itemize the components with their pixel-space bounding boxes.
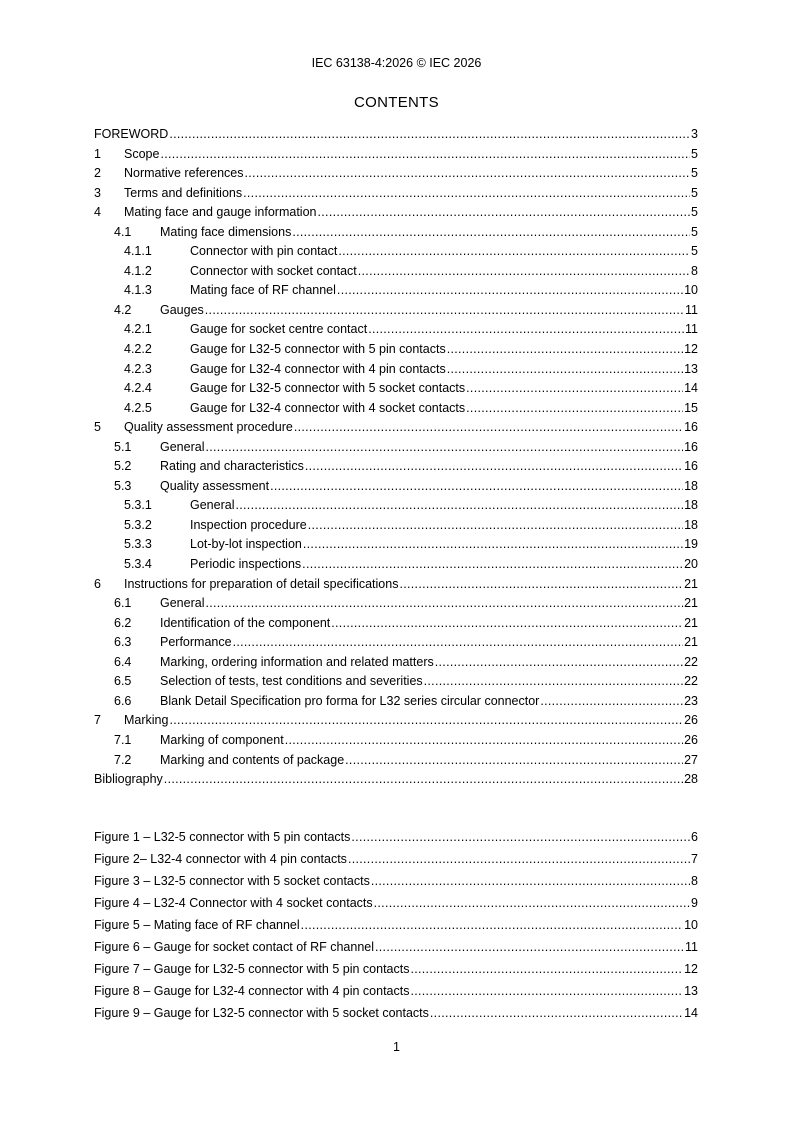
toc-entry-page: 11 [685, 322, 698, 337]
toc-entry-label: Figure 8 – Gauge for L32-4 connector with 4 pin contacts [94, 984, 410, 998]
toc-entry-label: Terms and definitions [124, 185, 243, 200]
toc-entry-number: 6.5 [114, 674, 132, 689]
toc-entry-number: 7 [94, 713, 101, 728]
toc-entry-label: Lot-by-lot inspection [190, 537, 302, 552]
toc-entry[interactable] [94, 164, 698, 184]
toc-entry-number: 4.1.2 [124, 263, 152, 278]
dot-leader [435, 653, 683, 673]
page-number: 1 [393, 1040, 400, 1054]
toc-entry-label: Instructions for preparation of detail specifications [124, 576, 399, 591]
toc-entry-number: 6.1 [114, 596, 132, 611]
toc-entry[interactable] [94, 418, 698, 438]
toc-entry[interactable] [94, 399, 698, 419]
dot-leader [337, 281, 683, 301]
toc-entry-page: 28 [684, 772, 698, 787]
toc-entry-label: Inspection procedure [190, 517, 307, 532]
figure-entry[interactable] [94, 936, 698, 958]
toc-entry-number: 5.3.2 [124, 517, 152, 532]
toc-entry-number: 4.2.2 [124, 342, 152, 357]
toc-entry-number: 7.2 [114, 752, 132, 767]
toc-entry-label: Figure 4 – L32-4 Connector with 4 socket contacts [94, 896, 373, 910]
toc-entry-number: 4.2.4 [124, 381, 152, 396]
toc-entry-label: Gauge for L32-5 connector with 5 socket contacts [190, 381, 466, 396]
toc-entry-page: 26 [684, 713, 698, 728]
toc-entry-page: 14 [684, 1006, 698, 1020]
toc-entry-page: 15 [684, 400, 698, 415]
dot-leader [285, 731, 683, 751]
dot-leader [164, 770, 683, 790]
toc-entry-label: Blank Detail Specification pro forma for L32 series circular connector [160, 693, 540, 708]
toc-entry-number: 5.1 [114, 439, 132, 454]
toc-entry-label: Marking, ordering information and related matters [160, 654, 434, 669]
toc-entry-page: 13 [684, 984, 698, 998]
toc-entry-label: Normative references [124, 166, 244, 181]
toc-entry[interactable] [94, 242, 698, 262]
toc-entry[interactable] [94, 184, 698, 204]
toc-entry-label: Figure 5 – Mating face of RF channel [94, 918, 300, 932]
toc-entry-number: 5.3.4 [124, 557, 152, 572]
toc-entry[interactable] [94, 770, 698, 790]
dot-leader [399, 575, 683, 595]
toc-entry-number: 7.1 [114, 732, 132, 747]
toc-entry[interactable] [94, 281, 698, 301]
toc-entry-label: Connector with socket contact [190, 263, 357, 278]
dot-leader [430, 1002, 683, 1024]
toc-entry-label: Marking of component [160, 732, 284, 747]
toc-entry-label: Gauge for L32-4 connector with 4 socket contacts [190, 400, 466, 415]
toc-entry-number: 1 [94, 146, 101, 161]
figure-entry[interactable] [94, 870, 698, 892]
figure-entry[interactable] [94, 958, 698, 980]
dot-leader [318, 203, 691, 223]
dot-leader [305, 457, 683, 477]
dot-leader [233, 633, 684, 653]
toc-entry-label: Performance [160, 635, 232, 650]
dot-leader [308, 516, 683, 536]
toc-entry[interactable] [94, 145, 698, 165]
dot-leader [302, 555, 683, 575]
dot-leader [410, 958, 683, 980]
toc-entry-page: 18 [684, 478, 698, 493]
list-of-figures [94, 826, 698, 1024]
dot-leader [410, 980, 683, 1002]
toc-entry-page: 5 [691, 146, 698, 161]
document-header: IEC 63138-4:2026 © IEC 2026 [311, 56, 482, 70]
toc-entry-page: 7 [691, 852, 698, 866]
toc-entry[interactable] [94, 340, 698, 360]
dot-leader [243, 184, 690, 204]
dot-leader [169, 125, 690, 145]
toc-entry[interactable] [94, 653, 698, 673]
toc-entry-page: 10 [684, 283, 698, 298]
dot-leader [424, 672, 683, 692]
toc-entry-page: 9 [691, 896, 698, 910]
toc-entry[interactable] [94, 496, 698, 516]
toc-entry[interactable] [94, 301, 698, 321]
toc-entry[interactable] [94, 379, 698, 399]
dot-leader [205, 594, 683, 614]
toc-entry-label: Gauge for L32-5 connector with 5 pin contacts [190, 342, 446, 357]
figure-entry[interactable] [94, 980, 698, 1002]
toc-entry[interactable] [94, 457, 698, 477]
toc-entry-page: 16 [684, 439, 698, 454]
toc-entry-page: 21 [684, 576, 698, 591]
figure-entry[interactable] [94, 914, 698, 936]
toc-entry[interactable] [94, 594, 698, 614]
dot-leader [235, 496, 683, 516]
dot-leader [447, 360, 683, 380]
toc-entry-label: Bibliography [94, 772, 163, 787]
toc-entry[interactable] [94, 672, 698, 692]
toc-entry[interactable] [94, 633, 698, 653]
toc-entry-page: 18 [684, 517, 698, 532]
toc-entry-number: 4.2.5 [124, 400, 152, 415]
toc-entry[interactable] [94, 731, 698, 751]
toc-entry-page: 27 [684, 752, 698, 767]
toc-entry[interactable] [94, 575, 698, 595]
toc-entry-number: 5.3.3 [124, 537, 152, 552]
toc-entry-label: FOREWORD [94, 127, 169, 141]
toc-entry-page: 8 [691, 263, 698, 278]
dot-leader [270, 477, 683, 497]
toc-entry-page: 21 [684, 615, 698, 630]
toc-entry[interactable] [94, 223, 698, 243]
toc-entry-page: 14 [684, 381, 698, 396]
toc-entry[interactable] [94, 262, 698, 282]
toc-entry-page: 8 [691, 874, 698, 888]
toc-entry-label: Gauge for L32-4 connector with 4 pin contacts [190, 361, 446, 376]
toc-entry[interactable] [94, 360, 698, 380]
toc-entry-label: General [160, 596, 205, 611]
figure-entry[interactable] [94, 848, 698, 870]
toc-entry-page: 18 [684, 498, 698, 513]
dot-leader [447, 340, 683, 360]
toc-entry[interactable] [94, 535, 698, 555]
dot-leader [540, 692, 683, 712]
toc-entry-page: 12 [684, 962, 698, 976]
toc-entry[interactable] [94, 516, 698, 536]
dot-leader [303, 535, 683, 555]
toc-entry-number: 4.2.1 [124, 322, 152, 337]
dot-leader [374, 892, 690, 914]
toc-entry-number: 5 [94, 420, 101, 435]
toc-entry-page: 11 [685, 302, 698, 317]
toc-entry-number: 6.2 [114, 615, 132, 630]
dot-leader [205, 438, 683, 458]
toc-entry-number: 5.3.1 [124, 498, 152, 513]
toc-entry-page: 16 [684, 459, 698, 474]
toc-entry-label: Gauge for socket centre contact [190, 322, 368, 337]
toc-entry-label: Quality assessment procedure [124, 420, 293, 435]
toc-entry-page: 23 [684, 693, 698, 708]
dot-leader [466, 379, 683, 399]
toc-entry[interactable] [94, 125, 698, 145]
toc-entry[interactable] [94, 692, 698, 712]
dot-leader [358, 262, 690, 282]
toc-entry-page: 11 [685, 940, 698, 954]
dot-leader [351, 826, 690, 848]
toc-entry[interactable] [94, 477, 698, 497]
dot-leader [466, 399, 683, 419]
toc-entry-number: 4.2.3 [124, 361, 152, 376]
toc-entry-number: 4 [94, 205, 101, 220]
toc-entry-number: 5.3 [114, 478, 132, 493]
table-of-contents [94, 125, 698, 790]
toc-entry-page: 21 [684, 596, 698, 611]
toc-entry-label: General [160, 439, 205, 454]
toc-entry[interactable] [94, 320, 698, 340]
toc-entry-page: 20 [684, 557, 698, 572]
toc-entry-page: 10 [684, 918, 698, 932]
toc-entry-label: Mating face dimensions [160, 224, 292, 239]
toc-entry-page: 5 [691, 224, 698, 239]
figure-entry[interactable] [94, 892, 698, 914]
toc-entry-page: 3 [691, 127, 698, 141]
toc-entry-label: Marking [124, 713, 169, 728]
dot-leader [375, 936, 684, 958]
figure-entry[interactable] [94, 1002, 698, 1024]
toc-entry-number: 6 [94, 576, 101, 591]
toc-entry-label: Selection of tests, test conditions and severities [160, 674, 423, 689]
toc-entry-label: Marking and contents of package [160, 752, 345, 767]
toc-entry-label: Connector with pin contact [190, 244, 338, 259]
toc-entry-page: 22 [684, 674, 698, 689]
toc-entry-page: 6 [691, 830, 698, 844]
dot-leader [331, 614, 683, 634]
toc-entry-page: 5 [691, 166, 698, 181]
toc-entry-number: 6.4 [114, 654, 132, 669]
toc-entry[interactable] [94, 438, 698, 458]
toc-entry-label: Scope [124, 146, 160, 161]
toc-entry-label: Figure 6 – Gauge for socket contact of RF channel [94, 940, 375, 954]
toc-entry-number: 4.1 [114, 224, 132, 239]
toc-entry-label: Figure 9 – Gauge for L32-5 connector with 5 socket contacts [94, 1006, 429, 1020]
dot-leader [338, 242, 690, 262]
toc-entry-number: 3 [94, 185, 101, 200]
toc-entry-label: Rating and characteristics [160, 459, 304, 474]
toc-entry-label: Identification of the component [160, 615, 331, 630]
dot-leader [160, 145, 690, 165]
toc-entry-label: Figure 1 – L32-5 connector with 5 pin contacts [94, 830, 351, 844]
toc-entry-label: Mating face of RF channel [190, 283, 336, 298]
toc-entry-label: Quality assessment [160, 478, 270, 493]
toc-entry-page: 16 [684, 420, 698, 435]
dot-leader [292, 223, 690, 243]
toc-entry-number: 4.1.1 [124, 244, 152, 259]
toc-entry-page: 5 [691, 244, 698, 259]
toc-entry[interactable] [94, 614, 698, 634]
toc-entry-page: 21 [684, 635, 698, 650]
toc-entry-number: 6.6 [114, 693, 132, 708]
toc-entry-number: 6.3 [114, 635, 132, 650]
toc-entry-page: 5 [691, 205, 698, 220]
toc-entry[interactable] [94, 711, 698, 731]
dot-leader [368, 320, 684, 340]
toc-entry-number: 5.2 [114, 459, 132, 474]
dot-leader [301, 914, 683, 936]
toc-entry-page: 12 [684, 342, 698, 357]
dot-leader [245, 164, 691, 184]
toc-entry-label: General [190, 498, 235, 513]
toc-entry-number: 4.1.3 [124, 283, 152, 298]
toc-entry-label: Gauges [160, 302, 204, 317]
toc-entry-page: 22 [684, 654, 698, 669]
dot-leader [205, 301, 684, 321]
dot-leader [169, 711, 683, 731]
figure-entry[interactable] [94, 826, 698, 848]
dot-leader [371, 870, 690, 892]
dot-leader [345, 751, 683, 771]
toc-entry-page: 13 [684, 361, 698, 376]
toc-entry-page: 19 [684, 537, 698, 552]
toc-entry[interactable] [94, 555, 698, 575]
toc-entry-number: 4.2 [114, 302, 132, 317]
toc-entry-label: Figure 7 – Gauge for L32-5 connector with 5 pin contacts [94, 962, 410, 976]
toc-entry-label: Figure 2– L32-4 connector with 4 pin contacts [94, 852, 347, 866]
dot-leader [348, 848, 690, 870]
toc-entry-label: Mating face and gauge information [124, 205, 317, 220]
toc-entry[interactable] [94, 203, 698, 223]
toc-entry-page: 26 [684, 732, 698, 747]
toc-entry-number: 2 [94, 166, 101, 181]
toc-entry[interactable] [94, 751, 698, 771]
dot-leader [294, 418, 683, 438]
toc-entry-page: 5 [691, 185, 698, 200]
toc-entry-label: Figure 3 – L32-5 connector with 5 socket contacts [94, 874, 370, 888]
toc-entry-label: Periodic inspections [190, 557, 302, 572]
page-title: CONTENTS [354, 94, 439, 111]
